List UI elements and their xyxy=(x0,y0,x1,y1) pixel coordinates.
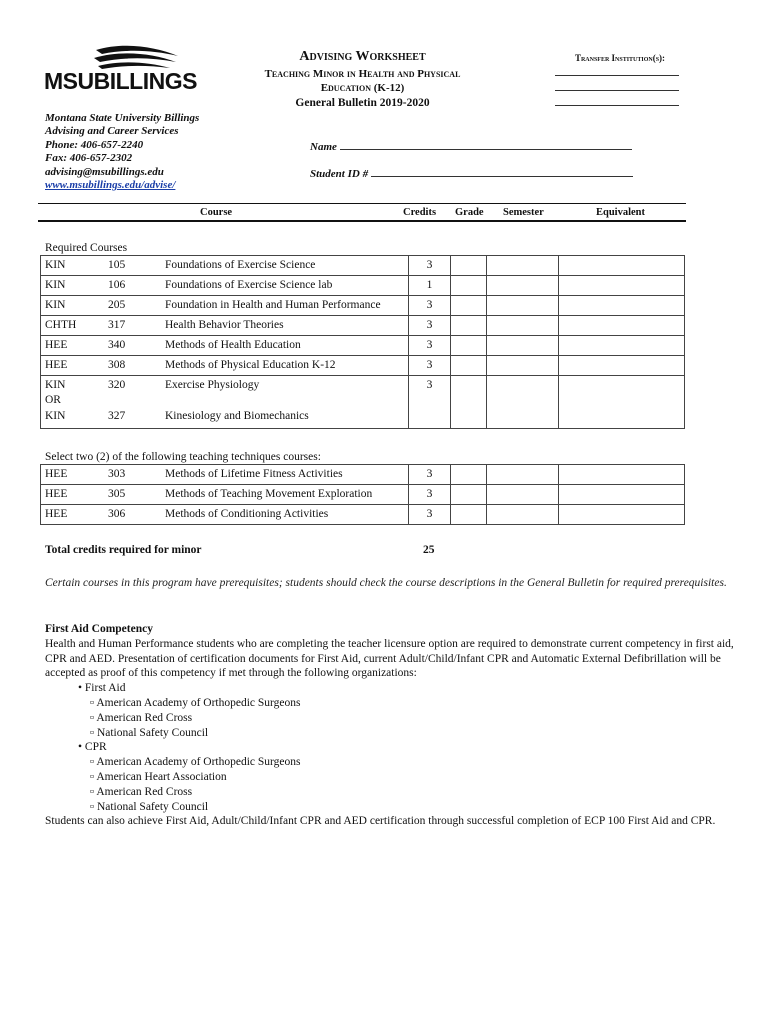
contact-info xyxy=(45,112,199,192)
equivalent-cell[interactable] xyxy=(559,485,685,505)
org-item: ▫ American Academy of Orthopedic Surgeons xyxy=(90,756,301,769)
credits-cell: 1 xyxy=(426,279,433,291)
website-link[interactable]: www.msubillings.edu/advise/ xyxy=(45,179,176,192)
student-id-label: Student ID # xyxy=(310,168,369,180)
equivalent-cell[interactable] xyxy=(559,505,685,525)
course-number: 308 xyxy=(108,359,126,371)
col-semester: Semester xyxy=(503,207,544,218)
closing-paragraph: Students can also achieve First Aid, Adult/Child/Infant CPR and AED certification through successful completion of ECP 100 First Aid and CPR. xyxy=(45,815,716,828)
table-row xyxy=(41,505,685,525)
institution-name: Montana State University Billings xyxy=(45,112,200,124)
worksheet-title-block xyxy=(235,49,490,109)
total-value: 25 xyxy=(423,544,435,556)
table-row xyxy=(41,485,685,505)
first-aid-section xyxy=(45,622,735,829)
credits-cell: 3 xyxy=(426,299,433,311)
equivalent-cell[interactable] xyxy=(559,376,685,429)
course-title: Exercise Physiology xyxy=(165,379,260,391)
grade-cell[interactable] xyxy=(451,316,487,336)
required-courses-table xyxy=(40,255,685,429)
credits-cell: 3 xyxy=(426,468,433,480)
org-item: ▫ National Safety Council xyxy=(90,726,209,739)
grade-cell[interactable] xyxy=(451,376,487,429)
grade-cell[interactable] xyxy=(451,505,487,525)
grade-cell[interactable] xyxy=(451,256,487,276)
semester-cell[interactable] xyxy=(487,465,559,485)
course-dept: HEE xyxy=(45,339,68,351)
course-dept: HEE xyxy=(45,468,68,480)
equivalent-cell[interactable] xyxy=(559,256,685,276)
semester-cell[interactable] xyxy=(487,356,559,376)
first-aid-heading: First Aid Competency xyxy=(45,623,153,635)
or-label: OR xyxy=(45,394,61,406)
course-number: 305 xyxy=(108,488,126,500)
credits-cell: 3 xyxy=(426,259,433,271)
name-label: Name xyxy=(310,141,337,153)
grade-cell[interactable] xyxy=(451,276,487,296)
required-heading: Required Courses xyxy=(45,242,128,254)
course-number: 105 xyxy=(108,259,126,271)
course-number: 340 xyxy=(108,339,126,351)
org-item: ▫ National Safety Council xyxy=(90,800,209,813)
semester-cell[interactable] xyxy=(487,336,559,356)
credits-cell: 3 xyxy=(426,508,433,520)
course-number: 306 xyxy=(108,508,126,520)
semester-cell[interactable] xyxy=(487,316,559,336)
cpr-bullet: • CPR xyxy=(78,741,107,754)
org-item: ▫ American Heart Association xyxy=(90,770,227,783)
course-dept: KIN xyxy=(45,410,66,422)
course-number: 327 xyxy=(108,410,126,422)
credits-cell: 3 xyxy=(426,359,433,371)
course-title: Foundation in Health and Human Performance xyxy=(165,299,381,311)
equivalent-cell[interactable] xyxy=(559,276,685,296)
col-equivalent: Equivalent xyxy=(596,207,646,218)
course-title: Methods of Health Education xyxy=(165,339,301,351)
course-title: Kinesiology and Biomechanics xyxy=(165,410,309,422)
office-name: Advising and Career Services xyxy=(45,125,179,138)
semester-cell[interactable] xyxy=(487,296,559,316)
course-dept: KIN xyxy=(45,259,66,271)
table-row xyxy=(41,465,685,485)
grade-cell[interactable] xyxy=(451,356,487,376)
course-dept: KIN xyxy=(45,279,66,291)
column-header xyxy=(38,205,686,222)
course-dept: HEE xyxy=(45,488,68,500)
course-number: 205 xyxy=(108,299,126,311)
course-number: 106 xyxy=(108,279,126,291)
techniques-table xyxy=(40,464,685,525)
table-row xyxy=(41,376,685,429)
prerequisite-note: Certain courses in this program have prerequisites; students should check the course descriptions in the General Bulletin for required prerequisites. xyxy=(45,577,727,589)
credits-cell: 3 xyxy=(426,488,433,500)
techniques-heading: Select two (2) of the following teaching techniques courses: xyxy=(45,451,321,463)
table-row xyxy=(41,296,685,316)
course-title: Foundations of Exercise Science xyxy=(165,259,316,271)
semester-cell[interactable] xyxy=(487,256,559,276)
equivalent-cell[interactable] xyxy=(559,336,685,356)
equivalent-cell[interactable] xyxy=(559,316,685,336)
page-title: Advising Worksheet xyxy=(299,49,426,64)
course-dept: KIN xyxy=(45,379,66,391)
msu-billings-logo xyxy=(44,44,204,96)
course-title: Methods of Physical Education K-12 xyxy=(165,359,336,371)
semester-cell[interactable] xyxy=(487,276,559,296)
credits-cell: 3 xyxy=(426,339,433,351)
grade-cell[interactable] xyxy=(451,296,487,316)
equivalent-cell[interactable] xyxy=(559,296,685,316)
email-address: advising@msubillings.edu xyxy=(45,165,164,178)
transfer-institutions xyxy=(555,53,685,106)
grade-cell[interactable] xyxy=(451,336,487,356)
total-label: Total credits required for minor xyxy=(45,544,202,556)
col-credits: Credits xyxy=(403,207,437,218)
credits-cell: 3 xyxy=(426,379,433,391)
course-dept: HEE xyxy=(45,508,68,520)
transfer-line-2[interactable] xyxy=(555,90,679,91)
name-line[interactable] xyxy=(340,140,632,150)
course-title: Methods of Teaching Movement Exploration xyxy=(165,488,373,500)
course-dept: CHTH xyxy=(45,319,77,331)
table-row xyxy=(41,316,685,336)
fax-number: Fax: 406-657-2302 xyxy=(45,152,133,165)
first-aid-bullet: • First Aid xyxy=(78,682,126,695)
subtitle-line-2: Education (K-12) xyxy=(320,82,405,94)
table-row xyxy=(41,256,685,276)
course-dept: HEE xyxy=(45,359,68,371)
equivalent-cell[interactable] xyxy=(559,356,685,376)
student-id-line[interactable] xyxy=(371,167,633,177)
semester-cell[interactable] xyxy=(487,505,559,525)
course-title: Foundations of Exercise Science lab xyxy=(165,279,333,291)
course-number: 320 xyxy=(108,379,126,391)
first-aid-paragraph: Health and Human Performance students who are completing the teacher licensure option are required to demonstrate current competency in first aid, CPR and AED. Presentation of certification documents for First Aid, current Adult/Child/Infant CPR and Automatic External Defibrillation will be accepted as proof of this competency if met through the following organizations: xyxy=(45,637,734,680)
table-row xyxy=(41,356,685,376)
org-item: ▫ American Academy of Orthopedic Surgeons xyxy=(90,696,301,709)
course-title: Methods of Lifetime Fitness Activities xyxy=(165,468,343,480)
subtitle-line-1: Teaching Minor in Health and Physical xyxy=(264,68,461,80)
table-row xyxy=(41,276,685,296)
swoosh-icon xyxy=(92,44,182,70)
logo-wordmark: MSUBILLINGS xyxy=(44,68,197,94)
course-title: Health Behavior Theories xyxy=(165,319,284,331)
transfer-line-1[interactable] xyxy=(555,75,679,76)
student-id-field xyxy=(310,167,633,180)
semester-cell[interactable] xyxy=(487,376,559,429)
col-grade: Grade xyxy=(455,207,484,218)
transfer-label: Transfer Institution(s): xyxy=(574,53,666,63)
org-item: ▫ American Red Cross xyxy=(90,785,193,798)
table-row xyxy=(41,336,685,356)
grade-cell[interactable] xyxy=(451,465,487,485)
course-dept: KIN xyxy=(45,299,66,311)
col-course: Course xyxy=(200,207,233,218)
course-title: Methods of Conditioning Activities xyxy=(165,508,329,520)
equivalent-cell[interactable] xyxy=(559,465,685,485)
course-number: 317 xyxy=(108,319,126,331)
bulletin-year: General Bulletin 2019-2020 xyxy=(295,97,430,109)
phone-number: Phone: 406-657-2240 xyxy=(45,138,144,151)
grade-cell[interactable] xyxy=(451,485,487,505)
semester-cell[interactable] xyxy=(487,485,559,505)
org-item: ▫ American Red Cross xyxy=(90,711,193,724)
transfer-line-3[interactable] xyxy=(555,105,679,106)
credits-cell: 3 xyxy=(426,319,433,331)
name-field xyxy=(310,140,632,153)
course-number: 303 xyxy=(108,468,126,480)
